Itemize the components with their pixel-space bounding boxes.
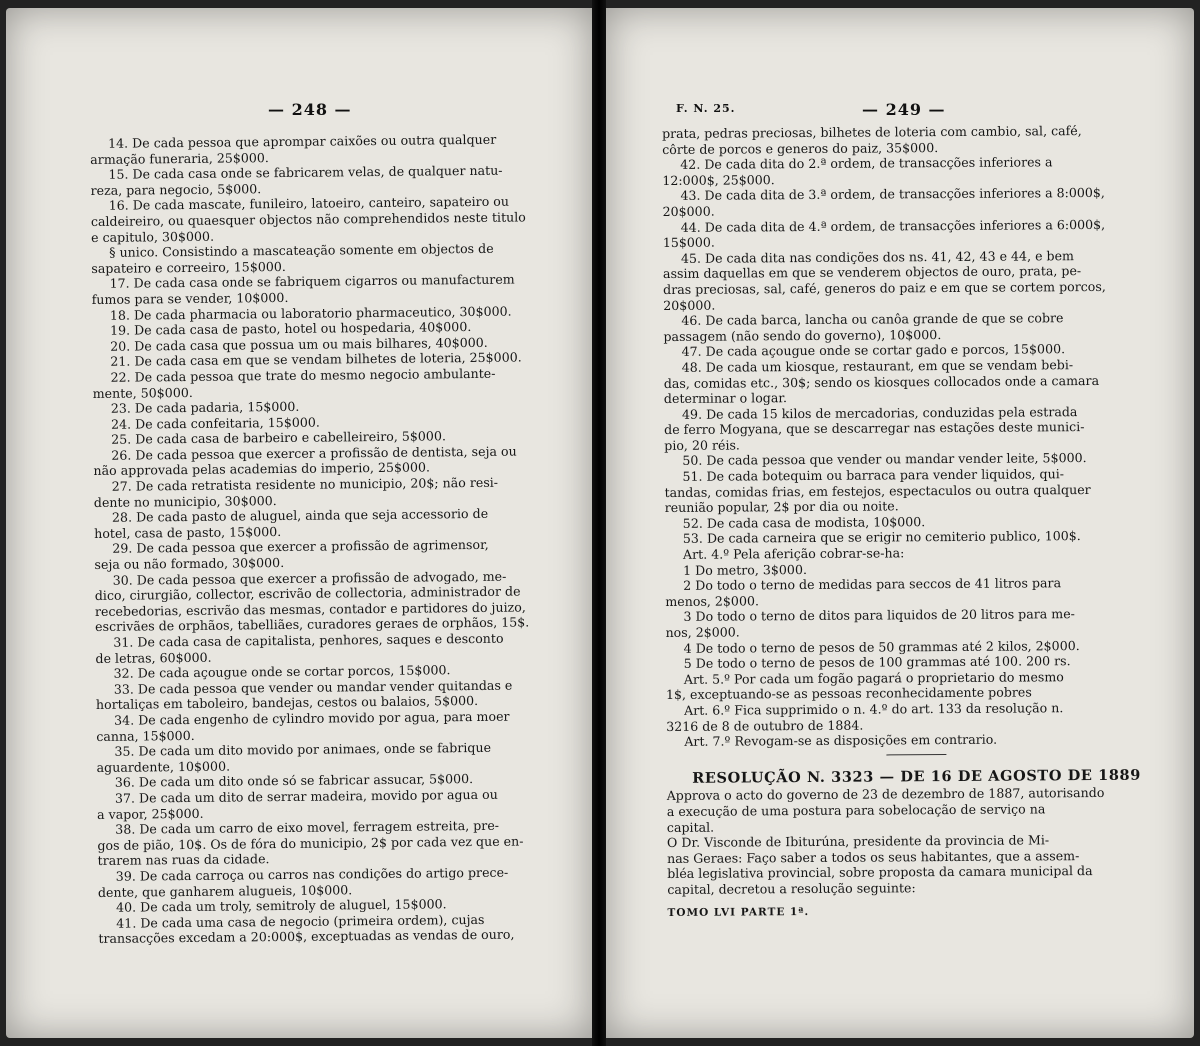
text-line: 17. De cada casa onde se fabriquem cigarros ou manufacturem: [109, 271, 515, 292]
text-line: 19. De cada casa de pasto, hotel ou hospedaria, 40$000.: [109, 319, 472, 338]
text-line: a vapor, 25$000.: [97, 805, 204, 822]
text-line: Art. 6.º Fica supprimido o n. 4.º do art. 133 da resolução n.: [684, 700, 1064, 718]
left-page-number: — 248 —: [268, 100, 352, 119]
text-line: Art. 5.º Por cada um fogão pagará o proprietario do mesmo: [683, 668, 1064, 687]
text-line: não approvada pelas academias do imperio, 25$000.: [93, 459, 431, 479]
text-line: dico, cirurgião, collector, escrivão de collectoria, administrador de: [94, 583, 521, 604]
text-line: a execução de uma postura para sobelocação de serviço na: [666, 801, 1046, 819]
left-text-block: [90, 131, 550, 947]
text-line: escrivães de orphãos, tabelliães, curadores geraes de orphãos, 15$.: [95, 614, 530, 635]
signature-mark: F. N. 25.: [676, 102, 736, 115]
text-line: capital.: [666, 819, 715, 835]
text-line: 33. De cada pessoa que vender ou mandar vender quitandas e: [113, 677, 513, 697]
text-line: dente, que ganharem alugueis, 10$000.: [97, 881, 353, 900]
text-line: menos, 2$000.: [665, 593, 759, 609]
text-line: de ferro Mogyana, que se descarregar nas estações deste munici-: [664, 419, 1085, 438]
text-line: mente, 50$000.: [92, 384, 193, 401]
text-line: transacções excedam a 20:000$, exceptuadas as vendas de ouro,: [98, 926, 515, 947]
text-line: 41. De cada uma casa de negocio (primeira ordem), cujas: [116, 911, 485, 931]
section-rule: [886, 754, 946, 755]
text-line: § unico. Consistindo a mascateação somente em objectos de: [109, 240, 494, 260]
resolution-heading: RESOLUÇÃO N. 3323 — DE 16 DE AGOSTO DE 1889: [692, 766, 1141, 787]
text-line: 14. De cada pessoa que aprompar caixões ou outra qualquer: [107, 131, 497, 151]
text-line: 25. De cada casa de barbeiro e cabelleireiro, 5$000.: [111, 428, 447, 448]
text-line: 40. De cada um troly, semitroly de aluguel, 15$000.: [116, 896, 447, 915]
text-line: 2 Do todo o terno de medidas para seccos de 41 litros para: [683, 575, 1062, 594]
text-line: reunião popular, 2$ por dia ou noite.: [664, 498, 899, 516]
text-line: côrte de porcos e generos do paiz, 35$000.: [662, 139, 939, 157]
text-line: 38. De cada um carro de eixo movel, ferragem estreita, pre-: [115, 817, 500, 837]
text-line: 24. De cada confeitaria, 15$000.: [110, 414, 320, 432]
text-line: 49. De cada 15 kilos de mercadorias, conduzidas pela estrada: [681, 403, 1078, 422]
right-entries: [662, 123, 1166, 750]
text-line: trarem nas ruas da cidade.: [97, 851, 270, 869]
text-line: 29. De cada pessoa que exercer a profissão de agrimensor,: [112, 537, 489, 557]
text-line: determinar o logar.: [663, 390, 788, 407]
text-line: caldeireiro, ou quaesquer objectos não comprehendidos neste titulo: [90, 209, 526, 229]
text-line: 1$, exceptuando-se as pessoas reconhecidamente pobres: [665, 684, 1032, 703]
text-line: aguardente, 10$000.: [96, 758, 231, 775]
text-line: e capitulo, 30$000.: [90, 228, 215, 245]
text-line: 20$000.: [663, 297, 716, 313]
text-line: dras preciosas, sal, café, generos do paiz e em que se cortem porcos,: [663, 278, 1106, 297]
left-page: [6, 8, 592, 1038]
text-line: gos de pião, 10$. Os de fóra do municipio, 2$ por cada vez que en-: [97, 833, 524, 853]
text-line: 47. De cada açougue onde se cortar gado e porcos, 15$000.: [681, 341, 1066, 360]
text-line: seja ou não formado, 30$000.: [94, 555, 285, 573]
text-line: tandas, comidas frias, em festejos, espectaculos ou outra qualquer: [664, 481, 1091, 500]
right-page: [606, 8, 1194, 1038]
text-line: 45. De cada dita nas condições dos ns. 41, 42, 43 e 44, e bem: [680, 247, 1075, 266]
right-text-block: [662, 123, 1168, 922]
text-line: 26. De cada pessoa que exercer a profissão de dentista, seja ou: [111, 443, 517, 463]
text-line: 50. De cada pessoa que vender ou mandar vender leite, 5$000.: [682, 450, 1087, 469]
text-line: 30. De cada pessoa que exercer a profissão de advogado, me-: [112, 568, 507, 588]
text-line: hortaliças em taboleiro, bandejas, cestos ou balaios, 5$000.: [95, 693, 479, 713]
text-line: recebedorias, escrivão das mesmas, contador e partidores do juizo,: [94, 599, 526, 619]
text-line: 21. De cada casa em que se vendam bilhetes de loteria, 25$000.: [110, 349, 522, 370]
text-line: 15$000.: [662, 234, 715, 251]
text-line: 12:000$, 25$000.: [662, 171, 775, 188]
text-line: 39. De cada carroça ou carros nas condições do artigo prece-: [115, 864, 509, 884]
book-gutter: [592, 0, 606, 1046]
text-line: 35. De cada um dito movido por animaes, onde se fabrique: [114, 739, 492, 759]
text-line: 48. De cada um kiosque, restaurant, em que se vendam bebi-: [681, 357, 1074, 375]
text-line: 20. De cada casa que possua um ou mais bilhares, 40$000.: [110, 334, 488, 354]
text-line: 4 De todo o terno de pesos de 50 grammas até 2 kilos, 2$000.: [683, 637, 1080, 656]
text-line: assim daquellas em que se venderem objectos de ouro, prata, pe-: [662, 263, 1082, 282]
text-line: das, comidas etc., 30$; sendo os kiosques collocados onde a camara: [663, 372, 1100, 391]
text-line: 43. De cada dita de 3.ª ordem, de transacções inferiores a 8:000$,: [680, 185, 1105, 204]
text-line: 16. De cada mascate, funileiro, latoeiro, canteiro, sapateiro ou: [108, 193, 510, 214]
text-line: nos, 2$000.: [665, 624, 740, 640]
text-line: sapateiro e correeiro, 15$000.: [91, 258, 286, 276]
text-line: 53. De cada carneira que se erigir no cemiterio publico, 100$.: [682, 528, 1081, 547]
text-line: 46. De cada barca, lancha ou canôa grande de que se cobre: [681, 310, 1064, 328]
text-line: prata, pedras preciosas, bilhetes de loteria com cambio, sal, café,: [662, 123, 1082, 141]
text-line: canna, 15$000.: [96, 727, 195, 744]
text-line: 15. De cada casa onde se fabricarem velas, de qualquer natu-: [108, 162, 503, 182]
text-line: 20$000.: [662, 203, 715, 219]
text-line: reza, para negocio, 5$000.: [90, 180, 262, 198]
text-line: 18. De cada pharmacia ou laboratorio pharmaceutico, 30$000.: [109, 303, 512, 323]
page-footer: TOMO LVI PARTE 1ª.: [667, 905, 810, 919]
text-line: 5 De todo o terno de pesos de 100 grammas até 100. 200 rs.: [683, 653, 1071, 672]
text-line: Art. 4.º Pela aferição cobrar-se-ha:: [682, 545, 905, 562]
text-line: 36. De cada um dito onde só se fabricar assucar, 5$000.: [114, 771, 474, 791]
text-line: 22. De cada pessoa que trate do mesmo negocio ambulante-: [110, 365, 496, 385]
text-line: bléa legislativa provincial, sobre proposta da camara municipal da: [667, 863, 1093, 882]
text-line: pio, 20 réis.: [664, 437, 740, 453]
text-line: 31. De cada casa de capitalista, penhores, saques e desconto: [113, 630, 504, 650]
text-line: O Dr. Visconde de Ibiturúna, presidente da provincia de Mi-: [666, 832, 1050, 851]
text-line: 44. De cada dita de 4.ª ordem, de transacções inferiores a 6:000$,: [680, 216, 1106, 235]
text-line: 34. De cada engenho de cylindro movido por agua, para moer: [114, 708, 510, 728]
text-line: Art. 7.º Revogam-se as disposições em contrario.: [684, 731, 998, 750]
right-page-number: — 249 —: [862, 100, 946, 119]
text-line: hotel, casa de pasto, 15$000.: [94, 523, 282, 541]
text-line: passagem (não sendo do governo), 10$000.: [663, 326, 942, 344]
text-line: 52. De cada casa de modista, 10$000.: [682, 514, 926, 531]
text-line: 32. De cada açougue onde se cortar porcos, 15$000.: [113, 662, 451, 681]
text-line: nas Geraes: Faço saber a todos os seus habitantes, que a assem-: [667, 847, 1080, 866]
text-line: 37. De cada um dito de serrar madeira, movido por agua ou: [114, 786, 498, 806]
text-line: 51. De cada botequim ou barraca para vender liquidos, qui-: [682, 466, 1065, 484]
text-line: capital, decretou a resolução seguinte:: [667, 880, 916, 897]
text-line: armação funeraria, 25$000.: [90, 149, 269, 167]
text-line: 42. De cada dita do 2.ª ordem, de transacções inferiores a: [680, 154, 1053, 173]
text-line: 28. De cada pasto de aluguel, ainda que seja accessorio de: [111, 506, 489, 526]
text-line: fumos para se vender, 10$000.: [91, 289, 289, 307]
text-line: 23. De cada padaria, 15$000.: [110, 398, 300, 416]
resolution-preamble: [667, 785, 1168, 898]
text-line: Approva o acto do governo de 23 de dezembro de 1887, autorisando: [666, 785, 1105, 804]
text-line: 1 Do metro, 3$000.: [683, 561, 807, 578]
text-line: 3216 de 8 de outubro de 1884.: [666, 717, 864, 734]
text-line: 3 Do todo o terno de ditos para liquidos de 20 litros para me-: [683, 606, 1075, 625]
text-line: de letras, 60$000.: [95, 649, 212, 666]
text-line: dente no municipio, 30$000.: [93, 492, 277, 510]
text-line: 27. De cada retratista residente no municipio, 20$; não resi-: [111, 474, 499, 494]
